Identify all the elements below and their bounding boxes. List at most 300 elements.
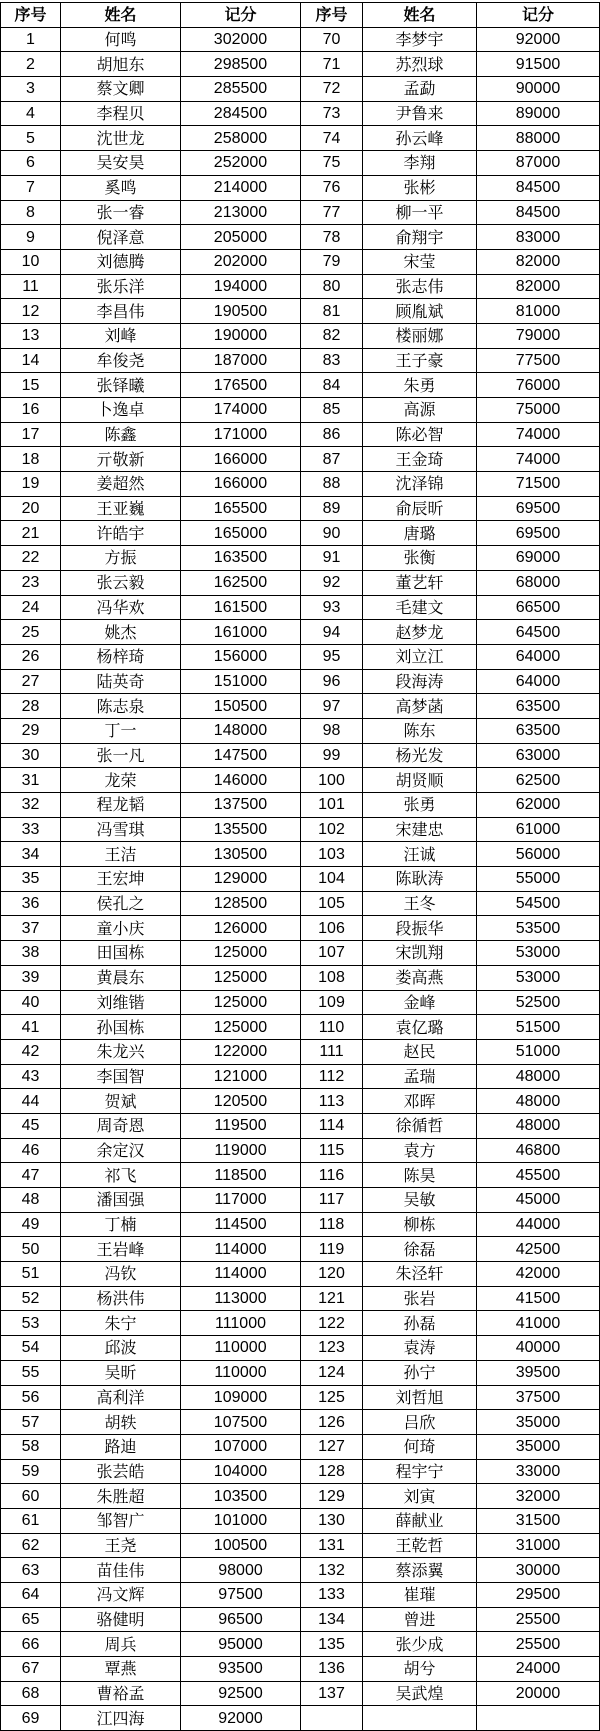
cell-rank: 9 <box>1 225 61 250</box>
cell-name: 赵民 <box>363 1039 477 1064</box>
cell-rank: 118 <box>301 1212 363 1237</box>
cell-score: 194000 <box>181 274 301 299</box>
cell-rank: 28 <box>1 694 61 719</box>
cell-rank: 43 <box>1 1064 61 1089</box>
cell-rank: 73 <box>301 101 363 126</box>
cell-score: 68000 <box>477 570 600 595</box>
cell-name: 龙荣 <box>61 768 181 793</box>
cell-name: 俞翔宇 <box>363 225 477 250</box>
cell-score: 92000 <box>477 27 600 52</box>
table-row <box>301 274 600 299</box>
cell-name: 袁方 <box>363 1138 477 1163</box>
cell-name: 吴昕 <box>61 1360 181 1385</box>
cell-rank: 104 <box>301 867 363 892</box>
table-row <box>1 1311 301 1336</box>
cell-name <box>363 1706 477 1731</box>
cell-name: 刘寅 <box>363 1484 477 1509</box>
cell-name: 骆健明 <box>61 1607 181 1632</box>
table-row <box>1 916 301 941</box>
cell-score: 284500 <box>181 101 301 126</box>
cell-rank: 30 <box>1 743 61 768</box>
cell-score: 25500 <box>477 1632 600 1657</box>
table-row <box>1 867 301 892</box>
cell-score: 35000 <box>477 1434 600 1459</box>
cell-rank: 98 <box>301 718 363 743</box>
cell-score: 121000 <box>181 1064 301 1089</box>
cell-name: 程龙韬 <box>61 793 181 818</box>
cell-score: 113000 <box>181 1286 301 1311</box>
cell-name: 祁飞 <box>61 1163 181 1188</box>
cell-name: 汪诚 <box>363 842 477 867</box>
table-row <box>1 793 301 818</box>
cell-score: 125000 <box>181 941 301 966</box>
cell-rank: 135 <box>301 1632 363 1657</box>
cell-name: 姜超然 <box>61 472 181 497</box>
cell-name: 朱勇 <box>363 373 477 398</box>
cell-name: 王亚巍 <box>61 496 181 521</box>
cell-score: 53000 <box>477 965 600 990</box>
table-row <box>301 496 600 521</box>
cell-score: 24000 <box>477 1657 600 1682</box>
cell-name: 杨光发 <box>363 743 477 768</box>
cell-name: 贺斌 <box>61 1089 181 1114</box>
cell-rank: 114 <box>301 1113 363 1138</box>
ranking-table-left <box>0 2 301 1731</box>
cell-name: 张岩 <box>363 1286 477 1311</box>
cell-name: 邓晖 <box>363 1089 477 1114</box>
cell-name: 冯雪琪 <box>61 817 181 842</box>
cell-score: 63500 <box>477 694 600 719</box>
cell-rank: 106 <box>301 916 363 941</box>
cell-name: 徐磊 <box>363 1237 477 1262</box>
cell-score: 25500 <box>477 1607 600 1632</box>
cell-rank: 46 <box>1 1138 61 1163</box>
table-row <box>301 1706 600 1731</box>
cell-rank: 7 <box>1 175 61 200</box>
cell-name: 刘哲旭 <box>363 1385 477 1410</box>
cell-score: 176500 <box>181 373 301 398</box>
table-row <box>1 620 301 645</box>
table-row <box>1 1360 301 1385</box>
table-row <box>301 965 600 990</box>
cell-score: 42500 <box>477 1237 600 1262</box>
cell-name: 胡旭东 <box>61 52 181 77</box>
table-row <box>301 570 600 595</box>
table-row <box>301 1138 600 1163</box>
cell-name: 毛建文 <box>363 595 477 620</box>
cell-name: 宋莹 <box>363 249 477 274</box>
table-row <box>301 323 600 348</box>
cell-rank: 137 <box>301 1681 363 1706</box>
cell-rank: 119 <box>301 1237 363 1262</box>
cell-name: 段海涛 <box>363 669 477 694</box>
table-row <box>301 768 600 793</box>
cell-rank: 48 <box>1 1188 61 1213</box>
cell-score: 146000 <box>181 768 301 793</box>
cell-score: 45500 <box>477 1163 600 1188</box>
cell-score: 37500 <box>477 1385 600 1410</box>
cell-name: 许皓宇 <box>61 521 181 546</box>
cell-rank: 126 <box>301 1410 363 1435</box>
cell-score: 56000 <box>477 842 600 867</box>
header-row <box>1 3 301 28</box>
cell-name: 高梦菡 <box>363 694 477 719</box>
table-row <box>1 274 301 299</box>
cell-score: 79000 <box>477 323 600 348</box>
cell-score: 213000 <box>181 200 301 225</box>
cell-name: 徐循哲 <box>363 1113 477 1138</box>
cell-rank: 35 <box>1 867 61 892</box>
cell-rank: 21 <box>1 521 61 546</box>
cell-score: 44000 <box>477 1212 600 1237</box>
table-row <box>301 620 600 645</box>
cell-score: 40000 <box>477 1336 600 1361</box>
cell-score: 122000 <box>181 1039 301 1064</box>
header-score: 记分 <box>181 3 301 28</box>
cell-rank: 101 <box>301 793 363 818</box>
cell-name: 张衡 <box>363 546 477 571</box>
cell-score: 82000 <box>477 274 600 299</box>
cell-rank: 24 <box>1 595 61 620</box>
cell-rank: 86 <box>301 422 363 447</box>
table-row <box>301 1657 600 1682</box>
cell-rank: 65 <box>1 1607 61 1632</box>
cell-score: 174000 <box>181 398 301 423</box>
table-row <box>1 1138 301 1163</box>
cell-rank: 124 <box>301 1360 363 1385</box>
cell-name: 冯文辉 <box>61 1583 181 1608</box>
table-row <box>301 1237 600 1262</box>
cell-rank: 136 <box>301 1657 363 1682</box>
table-row <box>301 373 600 398</box>
cell-score: 92500 <box>181 1681 301 1706</box>
cell-rank: 84 <box>301 373 363 398</box>
table-row <box>301 1484 600 1509</box>
cell-name: 孙宁 <box>363 1360 477 1385</box>
cell-rank: 59 <box>1 1459 61 1484</box>
cell-rank: 14 <box>1 348 61 373</box>
cell-name: 张铎曦 <box>61 373 181 398</box>
cell-score: 69000 <box>477 546 600 571</box>
cell-name: 孟勐 <box>363 77 477 102</box>
table-row <box>301 694 600 719</box>
cell-score: 148000 <box>181 718 301 743</box>
table-row <box>1 1508 301 1533</box>
cell-rank: 123 <box>301 1336 363 1361</box>
cell-name: 金峰 <box>363 990 477 1015</box>
cell-rank: 6 <box>1 151 61 176</box>
cell-name: 袁涛 <box>363 1336 477 1361</box>
cell-score: 161000 <box>181 620 301 645</box>
table-row <box>301 1212 600 1237</box>
cell-rank: 113 <box>301 1089 363 1114</box>
table-row <box>1 496 301 521</box>
cell-score: 120500 <box>181 1089 301 1114</box>
cell-name: 苗佳伟 <box>61 1558 181 1583</box>
cell-rank: 50 <box>1 1237 61 1262</box>
cell-score: 130500 <box>181 842 301 867</box>
table-row <box>1 1262 301 1287</box>
cell-name: 胡贤顺 <box>363 768 477 793</box>
cell-score: 20000 <box>477 1681 600 1706</box>
cell-rank: 89 <box>301 496 363 521</box>
table-row <box>1 151 301 176</box>
cell-name: 王子豪 <box>363 348 477 373</box>
header-name: 姓名 <box>363 3 477 28</box>
cell-rank: 26 <box>1 644 61 669</box>
cell-rank: 57 <box>1 1410 61 1435</box>
cell-score: 104000 <box>181 1459 301 1484</box>
table-row <box>1 299 301 324</box>
cell-name: 俞辰昕 <box>363 496 477 521</box>
table-row <box>1 990 301 1015</box>
table-row <box>301 200 600 225</box>
cell-rank: 110 <box>301 1015 363 1040</box>
cell-score: 69500 <box>477 521 600 546</box>
cell-rank <box>301 1706 363 1731</box>
cell-rank: 105 <box>301 891 363 916</box>
table-row <box>1 1188 301 1213</box>
table-row <box>1 521 301 546</box>
cell-score: 107000 <box>181 1434 301 1459</box>
table-row <box>301 151 600 176</box>
table-row <box>1 1113 301 1138</box>
table-row <box>1 398 301 423</box>
cell-rank: 82 <box>301 323 363 348</box>
cell-name: 吴敏 <box>363 1188 477 1213</box>
cell-score: 61000 <box>477 817 600 842</box>
cell-rank: 44 <box>1 1089 61 1114</box>
cell-rank: 94 <box>301 620 363 645</box>
cell-name: 赵梦龙 <box>363 620 477 645</box>
cell-rank: 47 <box>1 1163 61 1188</box>
cell-rank: 40 <box>1 990 61 1015</box>
cell-score: 45000 <box>477 1188 600 1213</box>
cell-rank: 77 <box>301 200 363 225</box>
table-row <box>301 1583 600 1608</box>
cell-rank: 53 <box>1 1311 61 1336</box>
cell-rank: 25 <box>1 620 61 645</box>
cell-name: 朱胜超 <box>61 1484 181 1509</box>
cell-name: 胡轶 <box>61 1410 181 1435</box>
cell-score: 125000 <box>181 965 301 990</box>
cell-name: 宋建忠 <box>363 817 477 842</box>
cell-score: 93500 <box>181 1657 301 1682</box>
cell-score: 84500 <box>477 175 600 200</box>
cell-rank: 60 <box>1 1484 61 1509</box>
cell-rank: 66 <box>1 1632 61 1657</box>
table-row <box>301 595 600 620</box>
cell-name: 倪泽意 <box>61 225 181 250</box>
cell-rank: 2 <box>1 52 61 77</box>
table-row <box>301 1286 600 1311</box>
cell-score: 214000 <box>181 175 301 200</box>
table-row <box>301 743 600 768</box>
cell-score: 119000 <box>181 1138 301 1163</box>
cell-rank: 68 <box>1 1681 61 1706</box>
cell-rank: 33 <box>1 817 61 842</box>
table-row <box>1 694 301 719</box>
table-row <box>1 27 301 52</box>
cell-rank: 76 <box>301 175 363 200</box>
table-row <box>1 1459 301 1484</box>
table-row <box>1 422 301 447</box>
cell-score: 100500 <box>181 1533 301 1558</box>
cell-rank: 128 <box>301 1459 363 1484</box>
table-row <box>301 472 600 497</box>
table-row <box>301 1459 600 1484</box>
cell-score: 119500 <box>181 1113 301 1138</box>
ranking-body-right <box>301 27 600 1730</box>
cell-score: 165500 <box>181 496 301 521</box>
cell-name: 程宇宁 <box>363 1459 477 1484</box>
cell-score: 53500 <box>477 916 600 941</box>
cell-rank: 39 <box>1 965 61 990</box>
cell-score: 52500 <box>477 990 600 1015</box>
cell-name: 蔡添翼 <box>363 1558 477 1583</box>
table-row <box>1 817 301 842</box>
header-score: 记分 <box>477 3 600 28</box>
cell-score: 42000 <box>477 1262 600 1287</box>
cell-name: 曹裕孟 <box>61 1681 181 1706</box>
cell-name: 潘国强 <box>61 1188 181 1213</box>
cell-rank: 80 <box>301 274 363 299</box>
table-row <box>1 965 301 990</box>
cell-rank: 31 <box>1 768 61 793</box>
cell-score: 171000 <box>181 422 301 447</box>
cell-name: 曾进 <box>363 1607 477 1632</box>
cell-rank: 95 <box>301 644 363 669</box>
table-row <box>301 447 600 472</box>
cell-name: 张志伟 <box>363 274 477 299</box>
cell-rank: 75 <box>301 151 363 176</box>
cell-score: 205000 <box>181 225 301 250</box>
cell-name: 王金琦 <box>363 447 477 472</box>
cell-rank: 121 <box>301 1286 363 1311</box>
cell-name: 尹鲁来 <box>363 101 477 126</box>
cell-rank: 120 <box>301 1262 363 1287</box>
cell-score: 30000 <box>477 1558 600 1583</box>
cell-name: 张云毅 <box>61 570 181 595</box>
cell-name: 侯孔之 <box>61 891 181 916</box>
table-row <box>1 669 301 694</box>
table-row <box>301 422 600 447</box>
cell-name: 刘峰 <box>61 323 181 348</box>
table-row <box>301 1015 600 1040</box>
table-row <box>1 77 301 102</box>
cell-name: 张彬 <box>363 175 477 200</box>
cell-score: 187000 <box>181 348 301 373</box>
cell-score: 77500 <box>477 348 600 373</box>
cell-score: 48000 <box>477 1089 600 1114</box>
cell-name: 丁一 <box>61 718 181 743</box>
cell-score: 114500 <box>181 1212 301 1237</box>
table-row <box>301 348 600 373</box>
table-row <box>1 644 301 669</box>
cell-rank: 70 <box>301 27 363 52</box>
cell-rank: 78 <box>301 225 363 250</box>
cell-score: 101000 <box>181 1508 301 1533</box>
cell-rank: 20 <box>1 496 61 521</box>
cell-score: 118500 <box>181 1163 301 1188</box>
cell-rank: 8 <box>1 200 61 225</box>
cell-score: 41000 <box>477 1311 600 1336</box>
cell-name: 李梦宇 <box>363 27 477 52</box>
cell-score: 147500 <box>181 743 301 768</box>
cell-score: 54500 <box>477 891 600 916</box>
cell-rank: 38 <box>1 941 61 966</box>
table-row <box>301 1163 600 1188</box>
table-row <box>301 1410 600 1435</box>
ranking-body-left <box>1 27 301 1730</box>
cell-rank: 15 <box>1 373 61 398</box>
table-row <box>1 323 301 348</box>
cell-rank: 112 <box>301 1064 363 1089</box>
cell-name: 陈东 <box>363 718 477 743</box>
table-row <box>1 126 301 151</box>
cell-score: 64000 <box>477 669 600 694</box>
cell-score: 190000 <box>181 323 301 348</box>
cell-rank: 92 <box>301 570 363 595</box>
cell-score: 137500 <box>181 793 301 818</box>
cell-rank: 93 <box>301 595 363 620</box>
table-row <box>301 521 600 546</box>
cell-name: 张芸皓 <box>61 1459 181 1484</box>
cell-rank: 12 <box>1 299 61 324</box>
table-row <box>1 842 301 867</box>
cell-rank: 115 <box>301 1138 363 1163</box>
ranking-table-right <box>300 2 600 1731</box>
table-row <box>1 175 301 200</box>
cell-name: 王岩峰 <box>61 1237 181 1262</box>
cell-name: 陈耿涛 <box>363 867 477 892</box>
cell-rank: 64 <box>1 1583 61 1608</box>
table-row <box>1 1681 301 1706</box>
table-row <box>1 743 301 768</box>
table-row <box>301 1632 600 1657</box>
cell-rank: 131 <box>301 1533 363 1558</box>
table-row <box>1 249 301 274</box>
cell-score: 202000 <box>181 249 301 274</box>
cell-rank: 11 <box>1 274 61 299</box>
table-row <box>301 77 600 102</box>
cell-name: 吕欣 <box>363 1410 477 1435</box>
table-row <box>1 1015 301 1040</box>
cell-score: 162500 <box>181 570 301 595</box>
cell-score: 53000 <box>477 941 600 966</box>
cell-rank: 108 <box>301 965 363 990</box>
table-row <box>1 570 301 595</box>
cell-name: 王宏坤 <box>61 867 181 892</box>
table-row <box>1 546 301 571</box>
cell-rank: 56 <box>1 1385 61 1410</box>
cell-name: 沈世龙 <box>61 126 181 151</box>
table-row <box>1 447 301 472</box>
table-row <box>1 1558 301 1583</box>
cell-score: 64500 <box>477 620 600 645</box>
cell-name: 宋凯翔 <box>363 941 477 966</box>
cell-score: 166000 <box>181 472 301 497</box>
cell-name: 覃燕 <box>61 1657 181 1682</box>
cell-score: 109000 <box>181 1385 301 1410</box>
cell-rank: 85 <box>301 398 363 423</box>
cell-name: 陈鑫 <box>61 422 181 447</box>
cell-score: 110000 <box>181 1336 301 1361</box>
table-row <box>301 398 600 423</box>
table-row <box>1 1336 301 1361</box>
table-row <box>1 718 301 743</box>
table-row <box>301 1385 600 1410</box>
